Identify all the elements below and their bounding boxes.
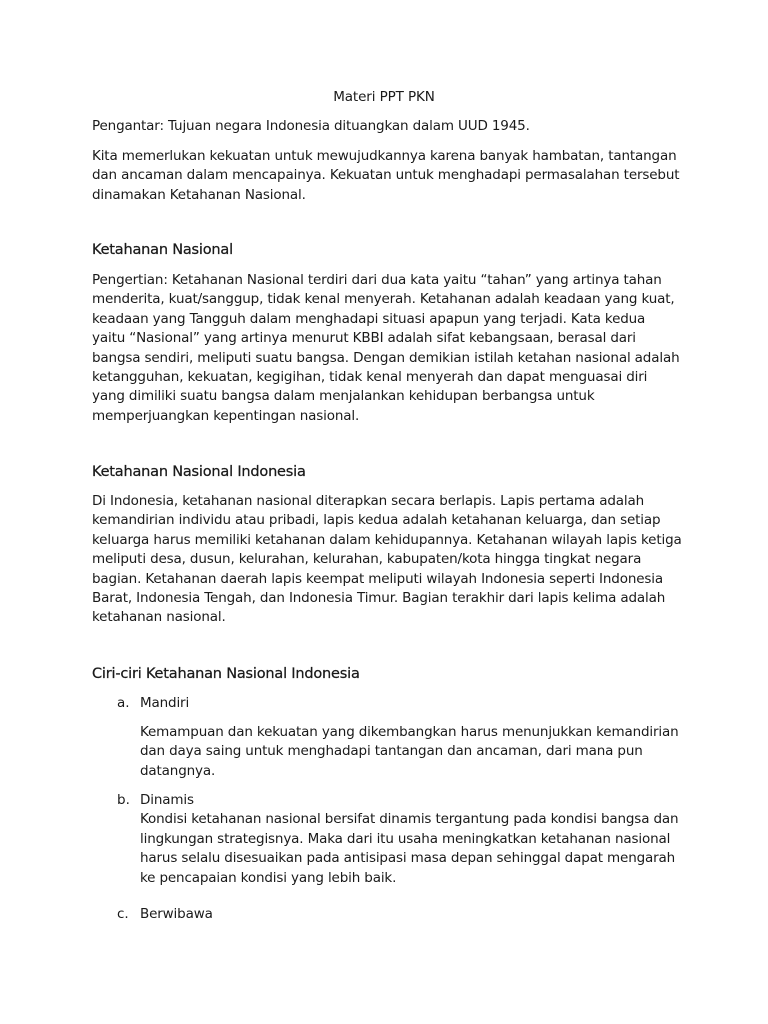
intro-paragraph: [92, 147, 682, 205]
list-item-title: Berwibawa: [140, 906, 213, 922]
list-item-title: Dinamis: [140, 792, 194, 808]
intro-line: [92, 117, 682, 136]
list-marker-b: b.: [117, 792, 130, 808]
intro-text: Pengantar: Tujuan negara Indonesia dituangkan dalam UUD 1945.: [92, 118, 530, 134]
section-body-ketahanan-nasional: [92, 271, 682, 426]
section-heading-ciri-ciri: Ciri-ciri Ketahanan Nasional Indonesia: [92, 666, 360, 682]
list-item-description: Kemampuan dan kekuatan yang dikembangkan harus menunjukkan kemandirian dan daya saing untuk menghadapi tantangan dan ancaman, dari mana pun datangnya.: [140, 724, 679, 779]
list-item-description-mandiri: [140, 723, 680, 781]
list-item-description: Kondisi ketahanan nasional bersifat dinamis tergantung pada kondisi bangsa dan lingkungan strategisnya. Maka dari itu usaha meningkatkan ketahanan nasional harus selalu disesuaikan pada antisipasi masa depan sehinggal dapat mengarah ke pencapaian kondisi yang lebih baik.: [140, 811, 679, 886]
document-title: Materi PPT PKN: [333, 89, 435, 105]
list-item-title: Mandiri: [140, 695, 190, 711]
section-heading-ketahanan-nasional-indonesia: Ketahanan Nasional Indonesia: [92, 464, 306, 480]
section-paragraph: Di Indonesia, ketahanan nasional diterapkan secara berlapis. Lapis pertama adalah kemandirian individu atau pribadi, lapis kedua adalah ketahanan keluarga, dan setiap keluarga harus memiliki ketahanan dalam kehidupannya. Ketahanan wilayah lapis ketiga meliputi desa, dusun, kelurahan, kelurahan, kabupaten/kota hingga tingkat negara bagian. Ketahanan daerah lapis keempat meliputi wilayah Indonesia seperti Indonesia Barat, Indonesia Tengah, dan Indonesia Timur. Bagian terakhir dari lapis kelima adalah ketahanan nasional.: [92, 493, 682, 626]
list-marker-c: c.: [117, 906, 129, 922]
list-item-title-mandiri: [140, 694, 680, 713]
section-body-ketahanan-nasional-indonesia: [92, 492, 682, 628]
list-item-dinamis: [140, 791, 680, 888]
section-heading-ketahanan-nasional: Ketahanan Nasional: [92, 242, 233, 258]
intro-paragraph-text: Kita memerlukan kekuatan untuk mewujudkannya karena banyak hambatan, tantangan dan ancaman dalam mencapainya. Kekuatan untuk menghadapi permasalahan tersebut dinamakan Ketahanan Nasional.: [92, 148, 680, 203]
list-marker-a: a.: [117, 695, 130, 711]
list-item-berwibawa: [140, 905, 680, 924]
section-paragraph: Pengertian: Ketahanan Nasional terdiri dari dua kata yaitu “tahan” yang artinya tahan menderita, kuat/sanggup, tidak kenal menyerah. Ketahanan adalah keadaan yang kuat, keadaan yang Tangguh dalam menghadapi situasi apapun yang terjadi. Kata kedua yaitu “Nasional” yang artinya menurut KBBI adalah sifat kebangsaan, berasal dari bangsa sendiri, meliputi suatu bangsa. Dengan demikian istilah ketahan nasional adalah ketangguhan, kekuatan, kegigihan, tidak kenal menyerah dan dapat menguasai diri yang dimiliki suatu bangsa dalam menjalankan kehidupan berbangsa untuk memperjuangkan kepentingan nasional.: [92, 272, 680, 424]
